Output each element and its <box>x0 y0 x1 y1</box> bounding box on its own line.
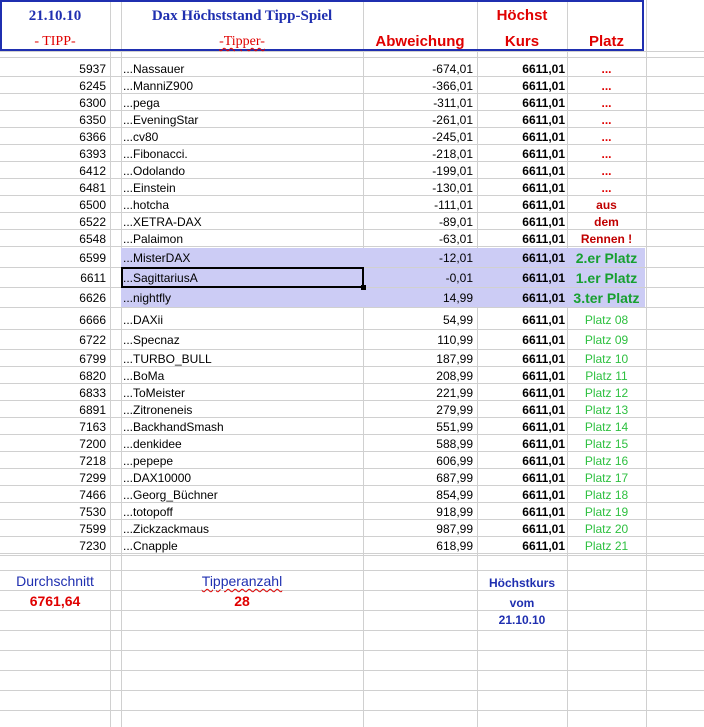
kurs-cell[interactable]: 6611,01 <box>522 198 565 212</box>
platz-cell[interactable]: Platz 19 <box>584 505 629 519</box>
kurs-cell[interactable]: 6611,01 <box>522 522 565 536</box>
abweichung-cell[interactable]: -199,01 <box>432 164 473 178</box>
kurs-cell[interactable]: 6611,01 <box>522 488 565 502</box>
platz-cell[interactable]: Platz 21 <box>584 539 629 553</box>
selected-cell[interactable] <box>121 267 364 288</box>
kurs-cell[interactable]: 6611,01 <box>522 454 565 468</box>
tipp-cell[interactable]: 6548 <box>79 232 106 246</box>
abweichung-cell[interactable]: -12,01 <box>438 251 473 265</box>
tipperanzahl-label <box>121 573 363 589</box>
kurs-cell[interactable]: 6611,01 <box>522 539 565 553</box>
kurs-cell[interactable]: 6611,01 <box>522 420 565 434</box>
tipp-cell[interactable]: 6820 <box>79 369 106 383</box>
kurs-cell[interactable]: 6611,01 <box>522 271 565 285</box>
hoechstkurs-label: Höchstkurs <box>488 576 556 590</box>
platz-cell[interactable]: ... <box>601 96 612 110</box>
tipper-cell[interactable]: ...Specnaz <box>123 333 180 347</box>
platz-cell[interactable]: ... <box>601 62 612 76</box>
tipp-cell[interactable]: 6722 <box>79 333 106 347</box>
platz-cell[interactable]: 3.ter Platz <box>573 290 640 306</box>
platz-cell[interactable]: aus <box>596 198 617 212</box>
tipper-cell[interactable]: ...SagittariusA <box>123 271 198 285</box>
header-col-kurs: Kurs <box>504 33 540 50</box>
platz-cell[interactable]: Platz 15 <box>584 437 629 451</box>
abweichung-cell[interactable]: -245,01 <box>432 130 473 144</box>
durchschnitt-value: 6761,64 <box>29 593 81 609</box>
tipper-cell[interactable]: ...XETRA-DAX <box>123 215 202 229</box>
platz-cell[interactable]: ... <box>601 130 612 144</box>
tipper-cell[interactable]: ...ToMeister <box>123 386 186 400</box>
tipper-cell[interactable]: ...totopoff <box>123 505 173 519</box>
kurs-cell[interactable]: 6611,01 <box>522 147 565 161</box>
kurs-cell[interactable]: 6611,01 <box>522 313 565 327</box>
kurs-cell[interactable]: 6611,01 <box>522 291 565 305</box>
tipper-cell[interactable]: ...DAX10000 <box>123 471 192 485</box>
header-col-tipper <box>121 34 363 50</box>
kurs-cell[interactable]: 6611,01 <box>522 505 565 519</box>
tipp-cell[interactable]: 6611 <box>80 271 106 285</box>
tipper-cell[interactable]: ...nightfly <box>123 291 172 305</box>
row-gridline <box>0 329 704 330</box>
tipp-cell[interactable]: 6366 <box>79 130 106 144</box>
abweichung-cell[interactable]: 221,99 <box>436 386 473 400</box>
tipper-cell[interactable]: ...Odolando <box>123 164 186 178</box>
abweichung-cell[interactable]: -218,01 <box>432 147 473 161</box>
tipper-cell[interactable]: ...pepepe <box>123 454 174 468</box>
abweichung-cell[interactable]: 551,99 <box>436 420 473 434</box>
abweichung-cell[interactable]: 918,99 <box>436 505 473 519</box>
tipper-cell[interactable]: ...Cnapple <box>123 539 178 553</box>
header-col-tipp: - TIPP- <box>34 34 76 49</box>
tipper-cell[interactable]: ...Zickzackmaus <box>123 522 210 536</box>
tipp-cell[interactable]: 6412 <box>79 164 106 178</box>
tipp-cell[interactable]: 6350 <box>79 113 106 127</box>
kurs-cell[interactable]: 6611,01 <box>522 130 565 144</box>
kurs-cell[interactable]: 6611,01 <box>522 333 565 347</box>
header-col-platz: Platz <box>588 33 624 50</box>
tipp-cell[interactable]: 7530 <box>79 505 106 519</box>
row-gridline <box>0 307 704 308</box>
kurs-cell[interactable]: 6611,01 <box>522 96 565 110</box>
platz-cell[interactable]: Platz 16 <box>584 454 629 468</box>
tipper-cell[interactable]: ...MisterDAX <box>123 251 191 265</box>
tipper-cell[interactable]: ...hotcha <box>123 198 170 212</box>
abweichung-cell[interactable]: 618,99 <box>436 539 473 553</box>
tipper-cell[interactable]: ...Zitroneneis <box>123 403 193 417</box>
header-col-abweichung: Abweichung <box>375 33 465 50</box>
abweichung-cell[interactable]: 687,99 <box>436 471 473 485</box>
kurs-cell[interactable]: 6611,01 <box>522 369 565 383</box>
abweichung-cell[interactable]: 110,99 <box>437 333 473 347</box>
abweichung-cell[interactable]: 279,99 <box>436 403 473 417</box>
tipp-cell[interactable]: 7466 <box>79 488 106 502</box>
platz-cell[interactable]: 2.er Platz <box>575 250 638 266</box>
tipp-cell[interactable]: 6833 <box>79 386 106 400</box>
tipp-cell[interactable]: 5937 <box>79 62 106 76</box>
tipp-cell[interactable]: 6500 <box>79 198 106 212</box>
tipp-cell[interactable]: 7230 <box>79 539 106 553</box>
platz-cell[interactable]: Rennen ! <box>580 232 633 246</box>
platz-cell[interactable]: ... <box>601 164 612 178</box>
tipper-cell[interactable]: ...Palaimon <box>123 232 184 246</box>
tipp-cell[interactable]: 7599 <box>79 522 106 536</box>
abweichung-cell[interactable]: 208,99 <box>436 369 473 383</box>
abweichung-cell[interactable]: -89,01 <box>438 215 473 229</box>
tipper-cell[interactable]: ...BoMa <box>123 369 165 383</box>
tipp-cell[interactable]: 6599 <box>79 251 106 265</box>
header-hoechst: Höchst <box>496 7 548 24</box>
tipp-cell[interactable]: 6891 <box>79 403 106 417</box>
kurs-cell[interactable]: 6611,01 <box>522 215 565 229</box>
kurs-cell[interactable]: 6611,01 <box>522 403 565 417</box>
tipp-cell[interactable]: 6666 <box>79 313 106 327</box>
row-gridline <box>0 349 704 350</box>
kurs-cell[interactable]: 6611,01 <box>522 181 565 195</box>
kurs-cell[interactable]: 6611,01 <box>522 251 565 265</box>
tipp-cell[interactable]: 6245 <box>79 79 106 93</box>
platz-cell[interactable]: ... <box>601 181 612 195</box>
durchschnitt-label: Durchschnitt <box>16 573 94 589</box>
kurs-cell[interactable]: 6611,01 <box>522 79 565 93</box>
abweichung-cell[interactable]: 54,99 <box>442 313 473 327</box>
abweichung-cell[interactable]: -111,01 <box>434 198 473 212</box>
tipp-cell[interactable]: 6481 <box>79 181 106 195</box>
kurs-cell[interactable]: 6611,01 <box>522 437 565 451</box>
vom-label: vom <box>509 596 535 610</box>
tipper-cell[interactable]: ...Georg_Büchner <box>123 488 218 502</box>
tipper-cell[interactable]: ...pega <box>123 96 160 110</box>
abweichung-cell[interactable]: -311,01 <box>433 96 473 110</box>
tipperanzahl-value: 28 <box>234 593 250 609</box>
header-col-tipper-text: -Tipper- <box>219 34 265 49</box>
tipp-cell[interactable]: 6393 <box>79 147 106 161</box>
kurs-cell[interactable]: 6611,01 <box>522 62 565 76</box>
tipp-cell[interactable]: 7163 <box>79 420 106 434</box>
tipper-cell[interactable]: ...cv80 <box>123 130 159 144</box>
kurs-cell[interactable]: 6611,01 <box>522 471 565 485</box>
tipper-cell[interactable]: ...Einstein <box>123 181 176 195</box>
abweichung-cell[interactable]: -674,01 <box>432 62 473 76</box>
tipper-cell[interactable]: ...Nassauer <box>123 62 185 76</box>
abweichung-cell[interactable]: -261,01 <box>432 113 473 127</box>
abweichung-cell[interactable]: 14,99 <box>442 291 473 305</box>
abweichung-cell[interactable]: 606,99 <box>436 454 473 468</box>
platz-cell[interactable]: ... <box>601 113 612 127</box>
tipperanzahl-label-text: Tipperanzahl <box>201 573 283 589</box>
abweichung-cell[interactable]: -130,01 <box>432 181 473 195</box>
tipp-cell[interactable]: 7200 <box>79 437 106 451</box>
tipp-cell[interactable]: 6799 <box>79 352 106 366</box>
platz-cell[interactable]: Platz 11 <box>585 369 628 383</box>
platz-cell[interactable]: ... <box>601 79 612 93</box>
kurs-cell[interactable]: 6611,01 <box>522 113 565 127</box>
abweichung-cell[interactable]: -63,01 <box>438 232 473 246</box>
platz-cell[interactable]: Platz 12 <box>584 386 629 400</box>
tipper-cell[interactable]: ...EveningStar <box>123 113 199 127</box>
platz-cell[interactable]: Platz 08 <box>584 313 629 327</box>
fill-handle[interactable] <box>361 285 366 290</box>
abweichung-cell[interactable]: -0,01 <box>445 271 473 285</box>
platz-cell[interactable]: Platz 20 <box>584 522 629 536</box>
tipper-cell[interactable]: ...DAXii <box>123 313 164 327</box>
vom-date: 21.10.10 <box>498 613 546 627</box>
platz-cell[interactable]: Platz 17 <box>584 471 629 485</box>
abweichung-cell[interactable]: 588,99 <box>436 437 473 451</box>
platz-cell[interactable]: Platz 13 <box>584 403 629 417</box>
platz-cell[interactable]: dem <box>594 215 619 229</box>
kurs-cell[interactable]: 6611,01 <box>522 386 565 400</box>
tipper-cell[interactable]: ...ManniZ900 <box>123 79 194 93</box>
tipper-cell[interactable]: ...BackhandSmash <box>123 420 224 434</box>
kurs-cell[interactable]: 6611,01 <box>522 164 565 178</box>
platz-cell[interactable]: ... <box>601 147 612 161</box>
abweichung-cell[interactable]: -366,01 <box>432 79 473 93</box>
kurs-cell[interactable]: 6611,01 <box>522 352 565 366</box>
kurs-cell[interactable]: 6611,01 <box>522 232 565 246</box>
tipp-cell[interactable]: 7299 <box>79 471 106 485</box>
tipp-cell[interactable]: 6300 <box>79 96 106 110</box>
abweichung-cell[interactable]: 987,99 <box>436 522 473 536</box>
platz-cell[interactable]: Platz 14 <box>584 420 629 434</box>
tipper-cell[interactable]: ...Fibonacci. <box>123 147 188 161</box>
platz-cell[interactable]: 1.er Platz <box>575 270 638 286</box>
tipp-cell[interactable]: 6522 <box>79 215 106 229</box>
tipper-cell[interactable]: ...denkidee <box>123 437 182 451</box>
tipp-cell[interactable]: 6626 <box>79 291 106 305</box>
platz-cell[interactable]: Platz 09 <box>584 333 629 347</box>
header-date: 21.10.10 <box>28 8 82 24</box>
platz-cell[interactable]: Platz 10 <box>584 352 629 366</box>
abweichung-cell[interactable]: 187,99 <box>436 352 473 366</box>
tipper-cell[interactable]: ...TURBO_BULL <box>123 352 212 366</box>
tipp-cell[interactable]: 7218 <box>79 454 106 468</box>
platz-cell[interactable]: Platz 18 <box>584 488 629 502</box>
header-title: Dax Höchststand Tipp-Spiel <box>151 8 333 24</box>
abweichung-cell[interactable]: 854,99 <box>436 488 473 502</box>
